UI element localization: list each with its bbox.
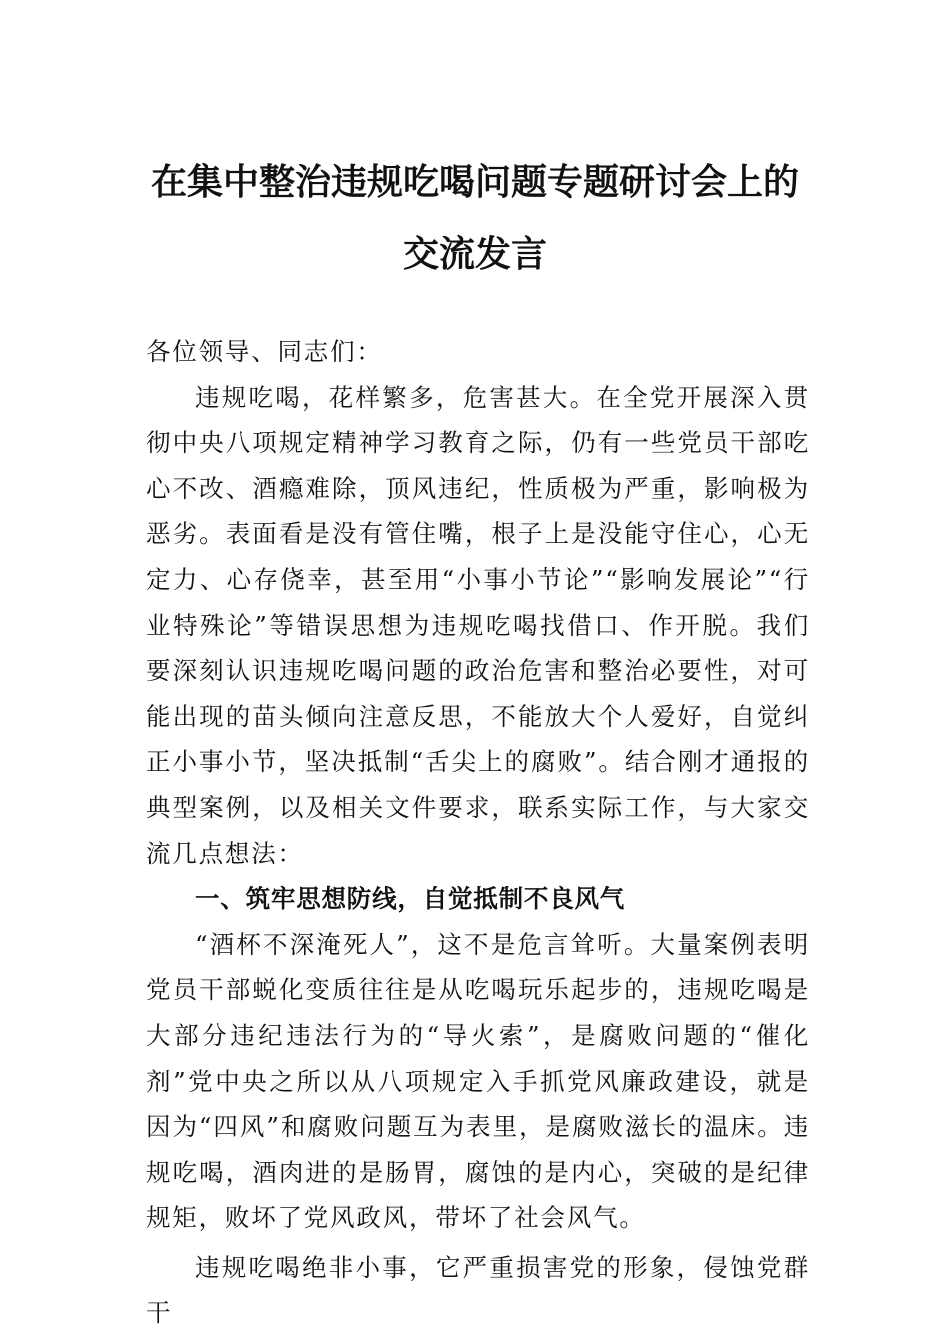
document-title-line1: 在集中整治违规吃喝问题专题研讨会上的 (150, 161, 799, 203)
document-title-line2: 交流发言 (402, 233, 547, 275)
paragraph-1: 违规吃喝，花样繁多，危害甚大。在全党开展深入贯彻中央八项规定精神学习教育之际，仍有一些党员干部吃心不改、酒瘾难除，顶风违纪，性质极为严重，影响极为恶劣。表面看是没有管住嘴，根子上是没能守住心，心无定力、心存侥幸，甚至用“小事小节论”“影响发展论”“行业特殊论”等错误思想为违规吃喝找借口、作开脱。我们要深刻认识违规吃喝问题的政治危害和整治必要性，对可能出现的苗头倾向注意反思，不能放大个人爱好，自觉纠正小事小节，坚决抵制“舌尖上的腐败”。结合刚才通报的典型案例，以及相关文件要求，联系实际工作，与大家交流几点想法： (146, 382, 810, 868)
paragraph-3: 违规吃喝绝非小事，它严重损害党的形象，侵蚀党群干 (146, 1252, 810, 1328)
salutation: 各位领导、同志们： (146, 337, 383, 366)
section-heading-1: 一、筑牢思想防线，自觉抵制不良风气 (195, 884, 626, 914)
paragraph-2: “酒杯不深淹死人”，这不是危言耸听。大量案例表明党员干部蜕化变质往往是从吃喝玩乐起步的，违规吃喝是大部分违纪违法行为的“导火索”，是腐败问题的“催化剂”党中央之所以从八项规定入手抓党风廉政建设，就是因为“四风”和腐败问题互为表里，是腐败滋长的温床。违规吃喝，酒肉进的是肠胃，腐蚀的是内心，突破的是纪律规矩，败坏了党风政风，带坏了社会风气。 (146, 929, 810, 1233)
document-body (146, 329, 810, 1336)
